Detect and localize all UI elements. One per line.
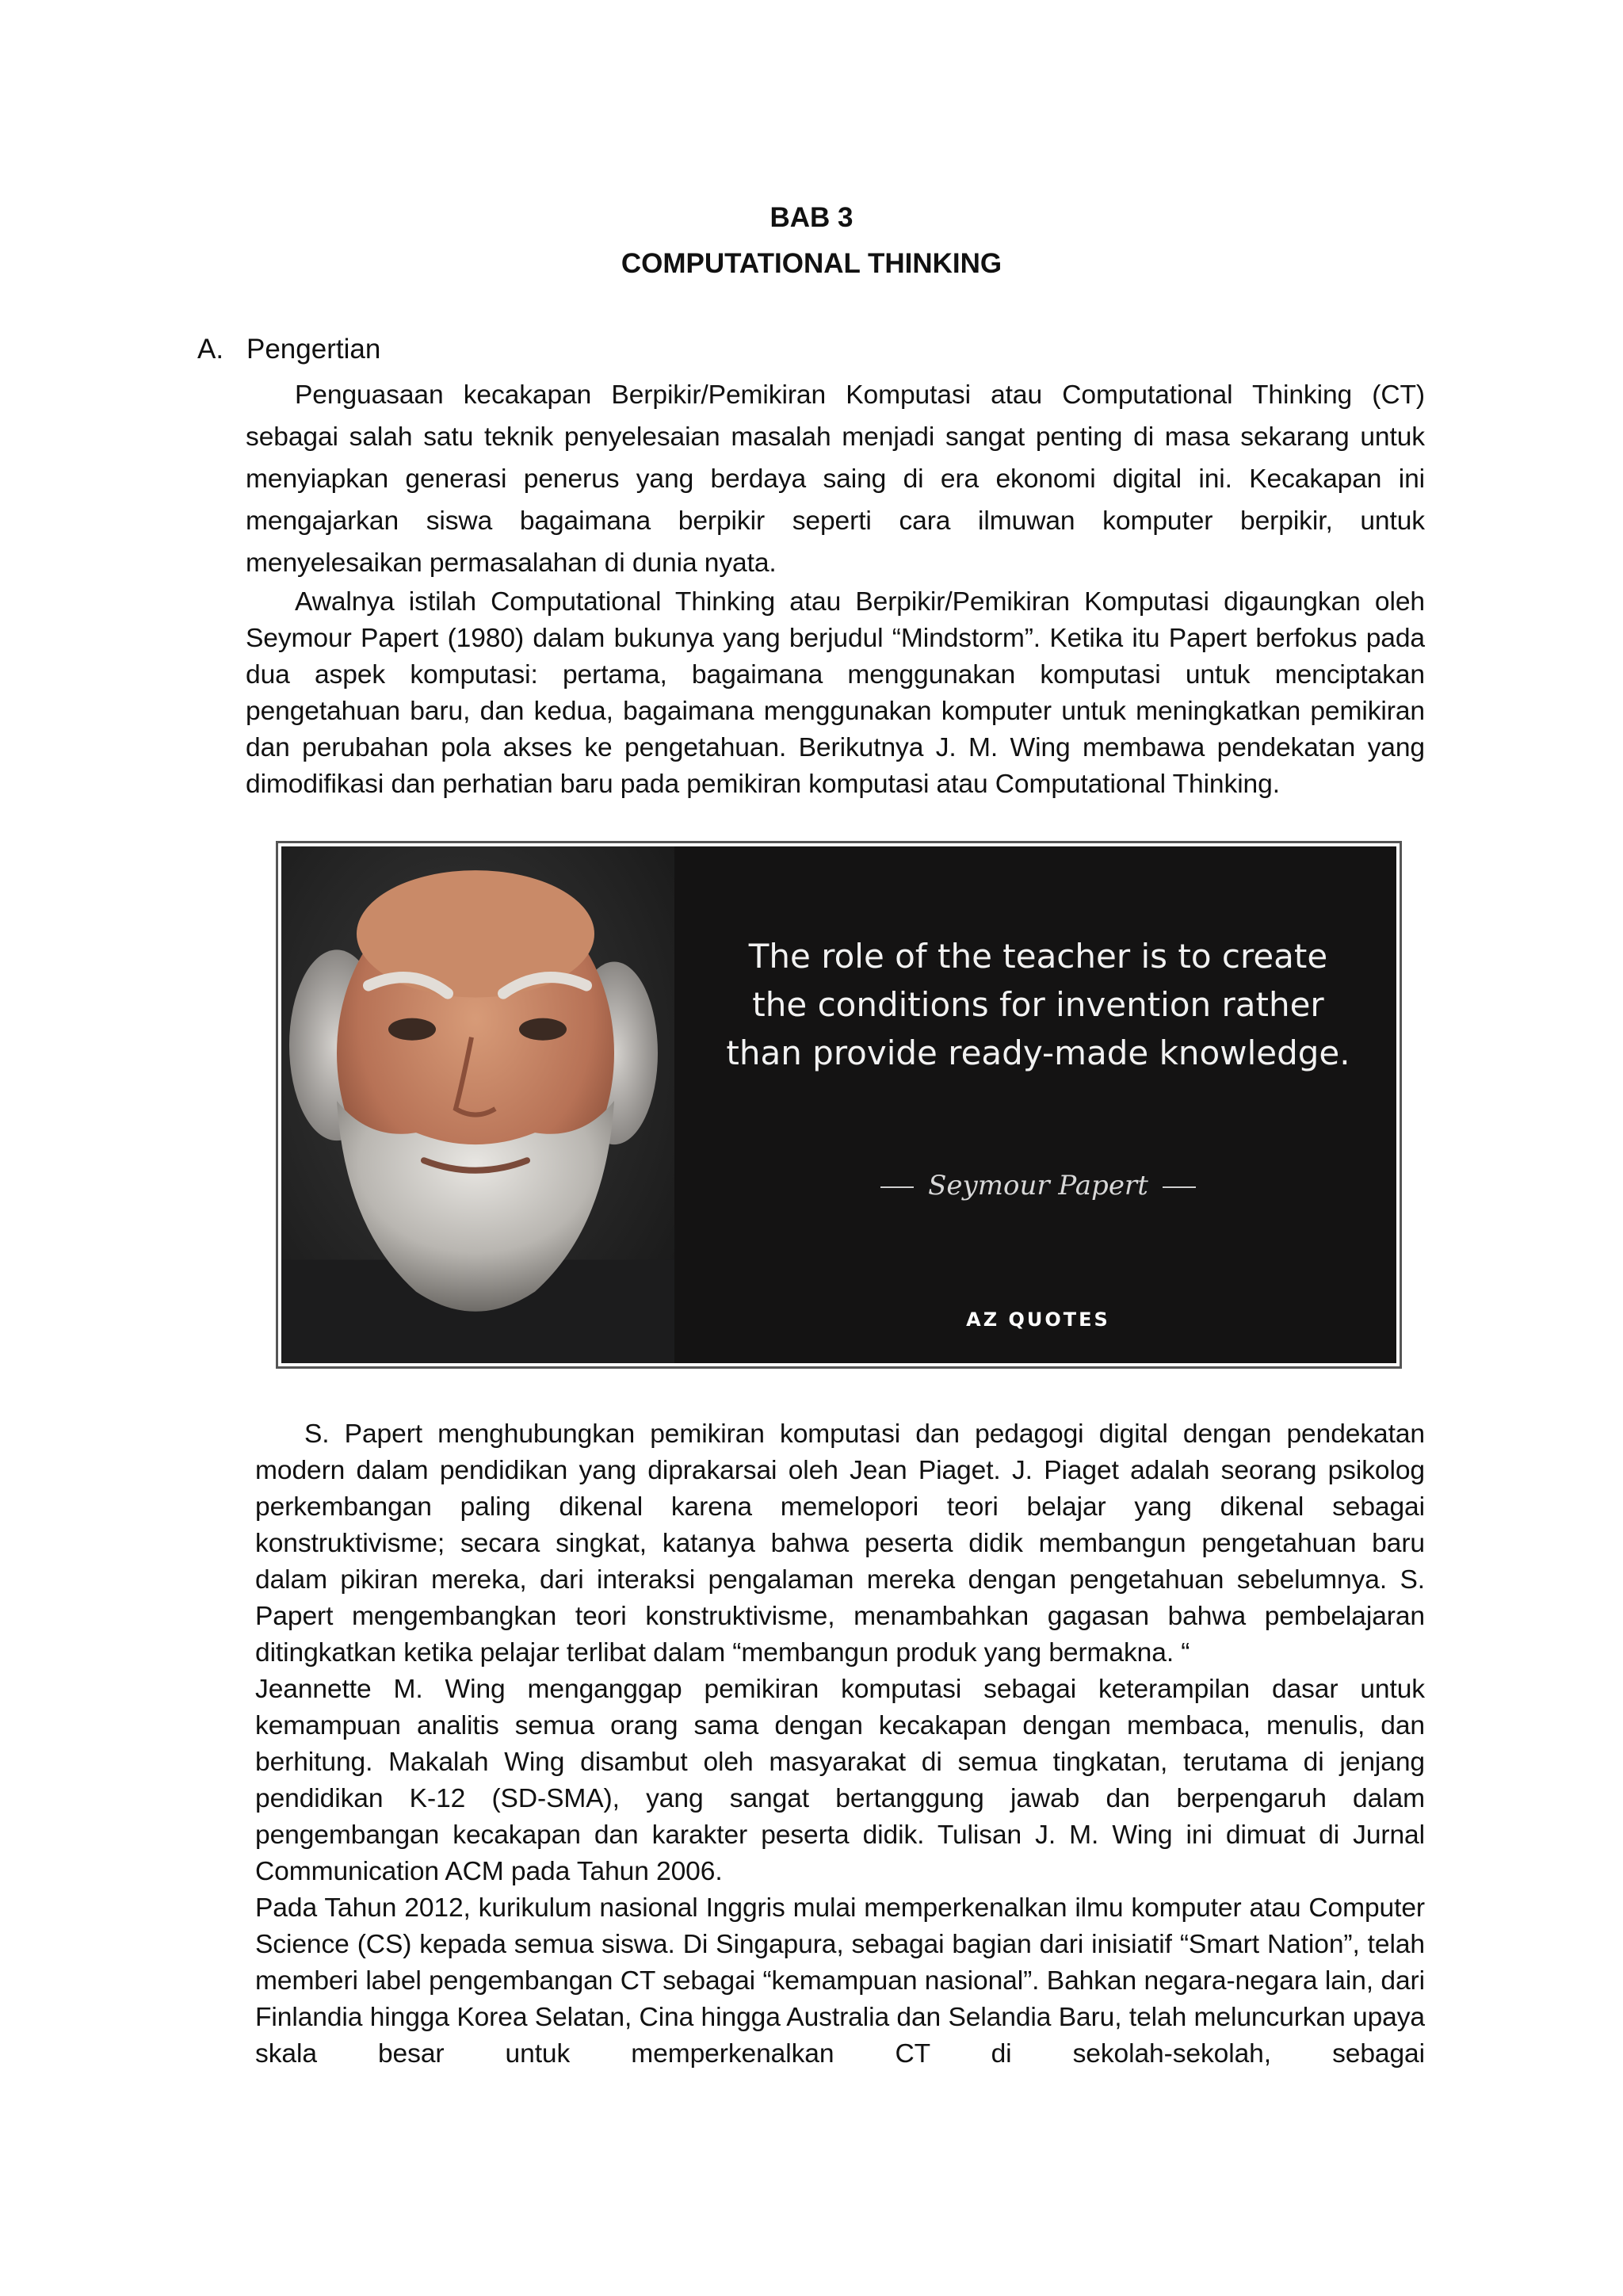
chapter-title: COMPUTATIONAL THINKING xyxy=(621,248,1002,279)
section-marker: A. xyxy=(197,334,224,365)
section-heading xyxy=(197,332,380,367)
paragraph-papert-piaget: S. Papert menghubungkan pemikiran komputasi dan pedagogi digital dengan pendekatan modern dalam pendidikan yang diprakarsai oleh Jean Piaget. J. Piaget adalah seorang psikolog perkembangan paling dikenal karena memelopori teori belajar yang dikenal sebagai konstruktivisme; secara singkat, katanya bahwa peserta didik membangun pengetahuan baru dalam pikiran mereka, dari interaksi pengalaman mereka dengan pengetahuan sebelumnya. S. Papert mengembangkan teori konstruktivisme, menambahkan gagasan bahwa pembelajaran ditingkatkan ketika pelajar terlibat dalam “membangun produk yang bermakna. “ xyxy=(255,1419,1425,1668)
paragraph-national-curricula: Pada Tahun 2012, kurikulum nasional Inggris mulai memperkenalkan ilmu komputer atau Computer Science (CS) kepada semua siswa. Di Singapura, sebagai bagian dari inisiatif “Smart Nation”, telah memberi label pengembangan CT sebagai “kemampuan nasional”. Bahkan negara-negara lain, dari Finlandia hingga Korea Selatan, Cina hingga Australia dan Selandia Baru, telah meluncurkan upaya skala besar untuk memperkenalkan CT di sekolah-sekolah, sebagai xyxy=(255,1893,1425,2069)
brand-logo: AZ QUOTES xyxy=(966,1308,1110,1331)
quote-figure xyxy=(276,841,1402,1369)
quote-author xyxy=(725,1170,1351,1201)
chapter-number: BAB 3 xyxy=(769,202,854,233)
author-dash-right xyxy=(1163,1186,1196,1188)
portrait-photo xyxy=(281,846,674,1363)
quote-image xyxy=(281,846,1396,1363)
paragraph-definition: Penguasaan kecakapan Berpikir/Pemikiran Komputasi atau Computational Thinking (CT) sebagai salah satu teknik penyelesaian masalah menjadi sangat penting di masa sekarang untuk menyiapkan generasi penerus yang berdaya saing di era ekonomi digital ini. Kecakapan ini mengajarkan siswa bagaimana berpikir seperti cara ilmuwan komputer berpikir, untuk menyelesaikan permasalahan di dunia nyata. xyxy=(246,380,1425,578)
quote-text: The role of the teacher is to create the conditions for invention rather than provide ready-made knowledge. xyxy=(726,937,1350,1072)
section-heading-text: Pengertian xyxy=(246,334,381,365)
author-dash-left xyxy=(880,1186,914,1188)
paragraph-wing: Jeannette M. Wing menganggap pemikiran komputasi sebagai keterampilan dasar untuk kemampuan analitis semua orang sama dengan kecakapan dengan membaca, menulis, dan berhitung. Makalah Wing disambut oleh masyarakat di semua tingkatan, terutama di jenjang pendidikan K-12 (SD-SMA), yang sangat bertanggung jawab dan berpengaruh dalam pengembangan kecakapan dan karakter peserta didik. Tulisan J. M. Wing ini dimuat di Jurnal Communication ACM pada Tahun 2006. xyxy=(255,1675,1425,1886)
paragraph-history: Awalnya istilah Computational Thinking atau Berpikir/Pemikiran Komputasi digaungkan oleh Seymour Papert (1980) dalam bukunya yang berjudul “Mindstorm”. Ketika itu Papert berfokus pada dua aspek komputasi: pertama, bagaimana menggunakan komputasi untuk menciptakan pengetahuan baru, dan kedua, bagaimana menggunakan komputer untuk meningkatkan pemikiran dan perubahan pola akses ke pengetahuan. Berikutnya J. M. Wing membawa pendekatan yang dimodifikasi dan perhatian baru pada pemikiran komputasi atau Computational Thinking. xyxy=(246,587,1425,799)
quote-author-name: Seymour Papert xyxy=(928,1170,1148,1201)
